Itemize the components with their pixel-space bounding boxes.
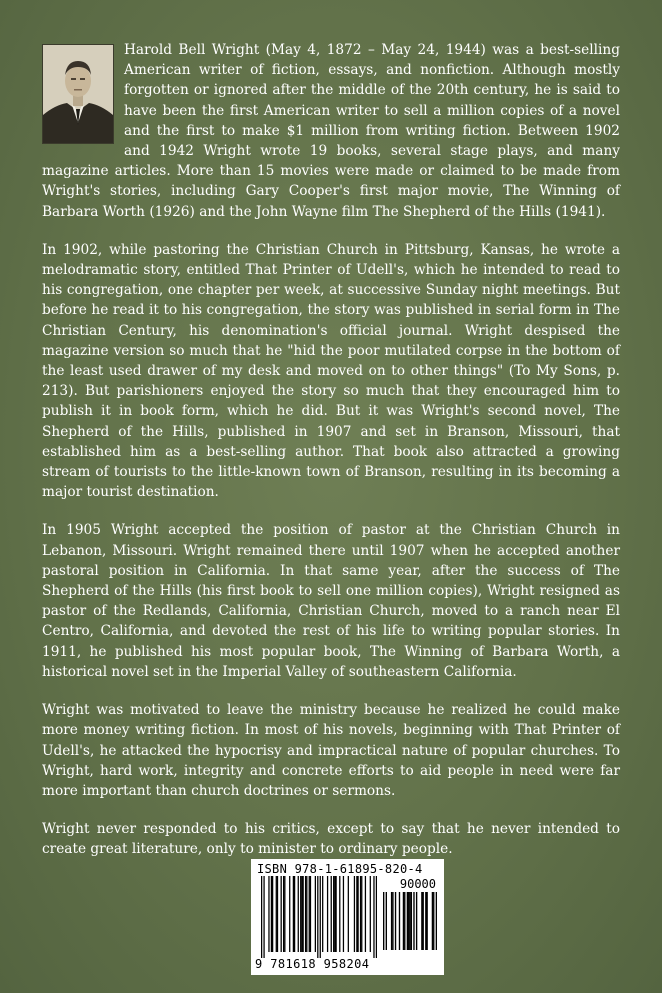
barcode-bar — [392, 892, 393, 950]
barcode-bar — [432, 892, 433, 950]
barcode-bar — [261, 876, 262, 958]
barcode-bar — [409, 892, 410, 950]
biography-paragraph-4: Wright was motivated to leave the ministry because he realized he could make more money writing fiction. In most of his novels, beginning with That Printer of Udell's, he attacked the hypocrisy and impractical nature of popular churches. To Wright, hard work, integrity and concrete efforts to aid people in need were far more important than church doctrines or sermons. — [42, 702, 620, 799]
barcode-bar — [373, 876, 374, 958]
barcode-bar — [277, 876, 278, 952]
barcode-bar — [348, 876, 349, 952]
isbn-barcode — [251, 859, 444, 975]
ean-barcode-bars — [261, 876, 377, 958]
barcode-bar — [301, 876, 302, 952]
barcode-bar — [289, 876, 290, 952]
barcode-bar — [306, 876, 307, 952]
barcode-bar — [263, 876, 264, 958]
barcode-bar — [298, 876, 299, 952]
barcode-bar — [360, 876, 361, 952]
barcode-bar — [365, 876, 366, 952]
barcode-bar — [276, 876, 277, 952]
barcode-bar — [395, 892, 396, 950]
barcode-bar — [335, 876, 336, 952]
addon-barcode-bars — [383, 892, 437, 956]
barcode-bar — [354, 876, 355, 952]
barcode-digits: 9 781618 958204 — [255, 957, 370, 971]
barcode-bar — [399, 892, 400, 950]
barcode-bar — [268, 876, 269, 952]
barcode-bar — [357, 876, 358, 952]
barcode-bar — [293, 876, 294, 952]
barcode-bar — [376, 876, 377, 958]
barcode-bar — [317, 876, 318, 958]
barcode-bar — [361, 876, 362, 952]
barcode-bar — [421, 892, 422, 950]
barcode-bar — [423, 892, 424, 950]
biography-paragraph-3: In 1905 Wright accepted the position of pastor at the Christian Church in Lebanon, Missouri. Wright remained there until 1907 when he accepted another pastoral position in California. In that same year, after the success of The Shepherd of the Hills (his first book to sell one million copies), Wright resigned as pastor of the Redlands, California, Christian Church, moved to a ranch near El Centro, California, and devoted the rest of his life to writing popular stories. In 1911, he published his most popular book, The Winning of Barbara Worth, a historical novel set in the Imperial Valley of southeastern California. — [42, 522, 620, 680]
barcode-bar — [433, 892, 434, 950]
barcode-bar — [391, 892, 392, 950]
barcode-bar — [320, 876, 321, 958]
barcode-bar — [300, 876, 301, 952]
barcode-bar — [370, 876, 371, 952]
barcode-bar — [407, 892, 408, 950]
barcode-bar — [322, 876, 323, 952]
barcode-bar — [309, 876, 310, 952]
author-biography — [42, 40, 620, 878]
barcode-bar — [294, 876, 295, 952]
barcode-bar — [416, 892, 417, 950]
barcode-bar — [426, 892, 427, 950]
barcode-bar — [404, 892, 405, 950]
barcode-bar — [334, 876, 335, 952]
barcode-bar — [408, 892, 409, 950]
barcode-bar — [436, 892, 437, 950]
barcode-bar — [305, 876, 306, 952]
barcode-bar — [425, 892, 426, 950]
barcode-bar — [331, 876, 332, 952]
barcode-bar — [411, 892, 412, 950]
barcode-bar — [356, 876, 357, 952]
barcode-bar — [413, 892, 414, 950]
barcode-bar — [284, 876, 285, 952]
price-code: 90000 — [399, 877, 436, 891]
barcode-bar — [271, 876, 272, 952]
biography-paragraph-2: In 1902, while pastoring the Christian Church in Pittsburg, Kansas, he wrote a melodramatic story, entitled That Printer of Udell's, which he intended to read to his congregation, one chapter per week, at successive Sunday night meetings. But before he read it to his congregation, the story was published in serial form in The Christian Century, his denomination's official journal. Wright despised the magazine version so much that he "hid the poor mutilated corpse in the bottom of the least used drawer of my desk and moved on to other things" (To My Sons, p. 213). But parishioners enjoyed the story so much that they encouraged him to publish it in book form, which he did. But it was Wright's second novel, The Shepherd of the Hills, published in 1907 and set in Branson, Missouri, that established him as a best-selling author. That book also attracted a growing stream of tourists to the little-known town of Branson, resulting in its becoming a major tourist destination. — [42, 241, 620, 501]
isbn-label: ISBN 978-1-61895-820-4 — [257, 862, 423, 876]
barcode-bar — [333, 876, 334, 952]
barcode-bar — [272, 876, 273, 952]
barcode-bar — [343, 876, 344, 952]
biography-paragraph-1: Harold Bell Wright (May 4, 1872 – May 24, 1944) was a best-selling American writer of fiction, essays, and nonfiction. Although mostly forgotten or ignored after the middle of the 20th century, he is said to have been the first American writer to sell a million copies of a novel and the first to make $1 million from writing fiction. Between 1902 and 1942 Wright wrote 19 books, several stage plays, and many magazine articles. More than 15 movies were made or claimed to be made from Wright's stories, including Gary Cooper's first major movie, The Winning of Barbara Worth (1926) and the John Wayne film The Shepherd of the Hills (1941). — [42, 42, 620, 220]
barcode-bar — [383, 892, 384, 950]
barcode-bar — [386, 892, 387, 950]
barcode-bar — [310, 876, 311, 952]
barcode-bar — [339, 876, 340, 952]
barcode-bar — [327, 876, 328, 952]
barcode-bar — [315, 876, 316, 952]
barcode-bar — [303, 876, 304, 952]
biography-paragraph-5: Wright never responded to his critics, except to say that he never intended to create great literature, only to minister to ordinary people. — [42, 821, 620, 858]
barcode-bar — [283, 876, 284, 952]
barcode-bar — [403, 892, 404, 950]
barcode-bar — [281, 876, 282, 952]
